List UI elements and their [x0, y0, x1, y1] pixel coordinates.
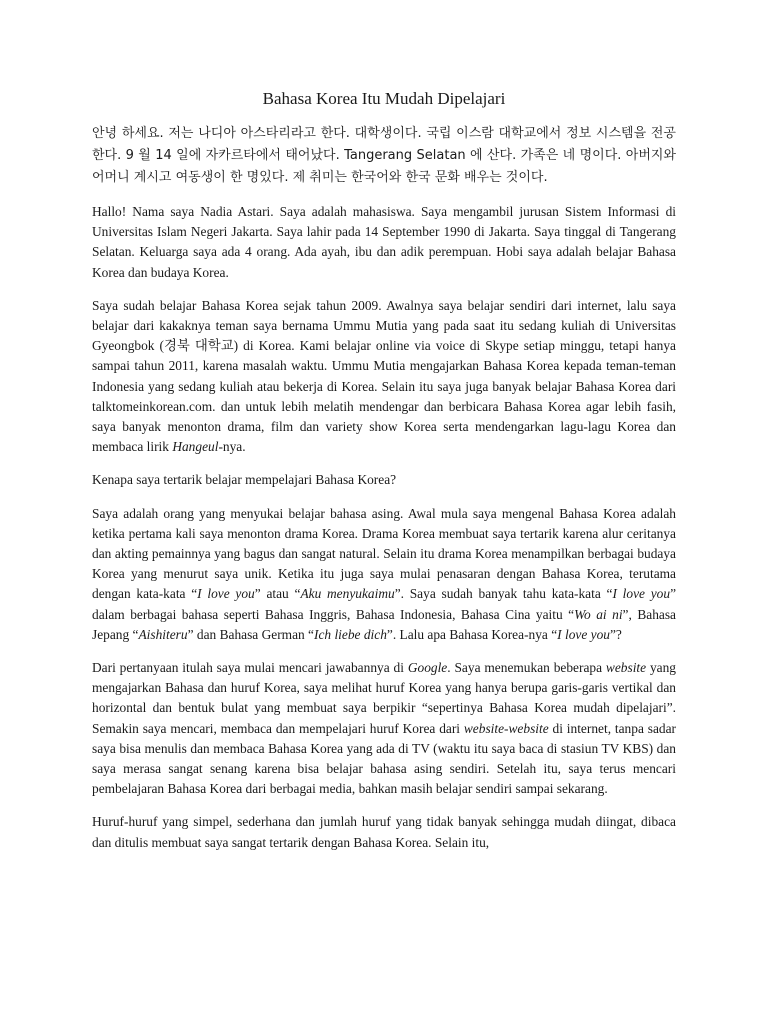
document-body: [92, 123, 676, 866]
paragraph-text: ”. Lalu apa Bahasa Korea-nya “: [386, 626, 558, 642]
italic-term: website-website: [463, 720, 549, 736]
paragraph-text: -nya.: [218, 439, 246, 455]
self-introduction-paragraph: Hallo! Nama saya Nadia Astari. Saya adalah mahasiswa. Saya mengambil jurusan Sistem Informasi di Universitas Islam Negeri Jakarta. Saya lahir pada 14 September 1990 di Jakarta. Saya tinggal di Tangerang Selatan. Keluarga saya ada 4 orang. Ada ayah, ibu dan adik perempuan. Hobi saya adalah belajar Bahasa Korea dan budaya Korea.: [92, 204, 676, 280]
italic-term: Ich liebe dich: [314, 626, 387, 642]
paragraph-text: . Saya menemukan beberapa: [447, 660, 606, 676]
reason-paragraph: [92, 504, 676, 645]
google-search-paragraph: [92, 658, 676, 799]
italic-term: I love you: [557, 626, 610, 642]
paragraph-text: ”?: [609, 626, 622, 642]
document-title: Bahasa Korea Itu Mudah Dipelajari: [262, 89, 506, 108]
italic-term: I love you: [612, 586, 671, 602]
korean-introduction-paragraph: 안녕 하세요. 저는 나디아 아스타리라고 한다. 대학생이다. 국립 이스람 대학교에서 정보 시스템을 전공한다. 9 월 14 일에 자카르타에서 태어났다. Tangerang Selatan 에 산다. 가족은 네 명이다. 아버지와 어머니 계시고 여동생이 한 명있다. 제 취미는 한국어와 한국 문화 배우는 것이다.: [92, 126, 676, 185]
paragraph-text: ”, Bahasa Jepang “: [92, 606, 677, 642]
paragraph-text: Saya sudah belajar Bahasa Korea sejak tahun 2009. Awalnya saya belajar sendiri dari internet, lalu saya belajar dari kakaknya teman saya bernama Ummu Mutia yang pada saat itu sedang kuliah di Universitas Gyeongbok (경북 대학교) di Korea. Kami belajar online via voice di Skype setiap minggu, tetapi hanya sampai tahun 2011, karena masalah waktu. Ummu Mutia mengajarkan Bahasa Korea kepada teman-teman Indonesia yang sedang kuliah atau bekerja di Korea. Selain itu saya juga banyak belajar Bahasa Korea dari talktomeinkorean.com. dan untuk lebih melatih mendengar dan berbicara Bahasa Korea agar lebih fasih, saya banyak menonton drama, film dan variety show Korea serta mendengarkan lagu-lagu Korea dan membaca lirik: [92, 297, 676, 455]
paragraph-text: ” dan Bahasa German “: [187, 626, 315, 642]
italic-term: website: [605, 660, 647, 676]
paragraph-text: Dari pertanyaan itulah saya mulai mencari jawabannya di: [92, 660, 408, 676]
paragraph-text: ” atau “: [254, 586, 301, 602]
question-heading: Kenapa saya tertarik belajar mempelajari Bahasa Korea?: [92, 472, 397, 488]
italic-term: Wo ai ni: [574, 606, 623, 622]
italic-term: Google: [407, 660, 448, 676]
hangeul-simplicity-paragraph: Huruf-huruf yang simpel, sederhana dan jumlah huruf yang tidak banyak sehingga mudah diingat, dibaca dan ditulis membuat saya sangat tertarik dengan Bahasa Korea. Selain itu,: [92, 814, 676, 850]
italic-term: Aku menyukaimu: [300, 586, 395, 602]
paragraph-text: ”. Saya sudah banyak tahu kata-kata “: [394, 586, 613, 602]
paragraph-text: Saya adalah orang yang menyukai belajar bahasa asing. Awal mula saya mengenal Bahasa Korea adalah ketika pertama kali saya menonton drama Korea. Drama Korea membuat saya tertarik karena alur ceritanya dan akting pemainnya yang bagus dan sangat natural. Selain itu drama Korea menampilkan berbagai budaya Korea yang menurut saya unik. Ketika itu juga saya mulai penasaran dengan Bahasa Korea, terutama dengan kata-kata “: [92, 505, 676, 602]
italic-term: Hangeul: [172, 439, 219, 455]
paragraph-text: yang mengajarkan Bahasa dan huruf Korea, saya melihat huruf Korea yang hanya berupa garis-garis vertikal dan horizontal dan bentuk bulat yang membuat saya berpikir “sepertinya Bahasa Korea mudah dipelajari”. Semakin saya mencari, membaca dan mempelajari huruf Korea dari: [92, 660, 676, 736]
paragraph-text: ” dalam berbagai bahasa seperti Bahasa Inggris, Bahasa Indonesia, Bahasa Cina yaitu “: [92, 586, 677, 622]
paragraph-text: di internet, tanpa sadar saya bisa menulis dan membaca Bahasa Korea yang ada di TV (waktu itu saya baca di stasiun TV KBS) dan saya merasa sangat senang karena bisa belajar bahasa asing sendiri. Setelah itu, saya terus mencari pembelajaran Bahasa Korea dari berbagai media, bahkan masih belajar sendiri sampai sekarang.: [92, 720, 676, 797]
italic-term: Aishiteru: [138, 626, 188, 642]
learning-history-paragraph: [92, 296, 676, 458]
italic-term: I love you: [197, 586, 255, 602]
